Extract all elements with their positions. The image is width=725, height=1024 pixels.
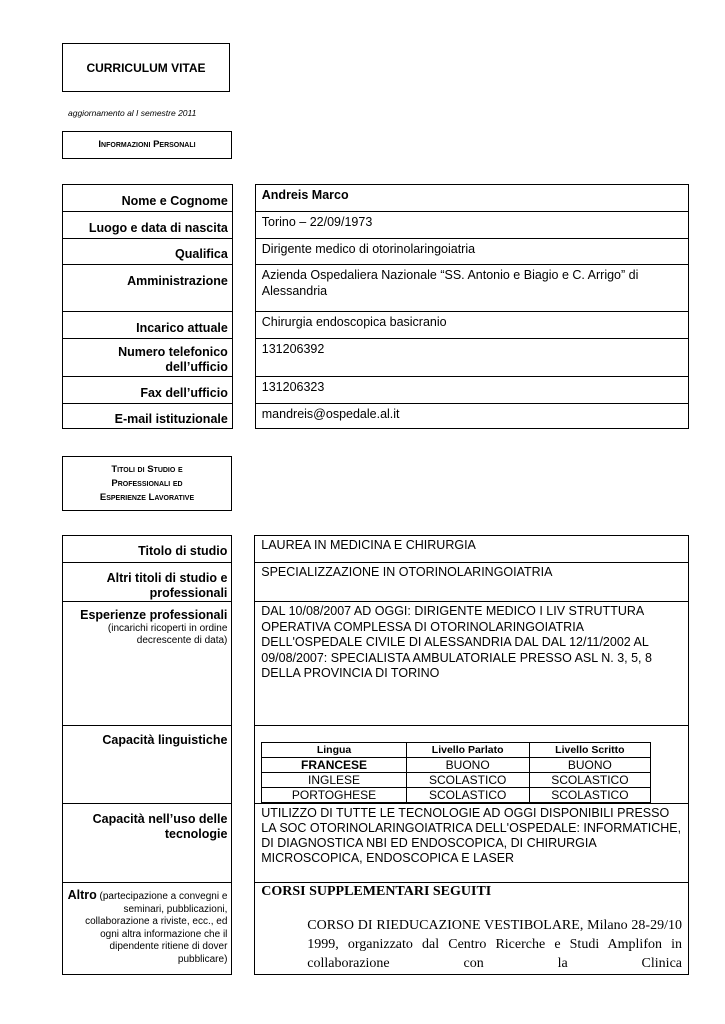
experience-value: DAL 10/08/2007 AD OGGI: DIRIGENTE MEDICO I LIV STRUTTURA OPERATIVA COMPLESSA DI OTORINOLARINGOIATRIA DELL'OSPEDALE CIVILE DI ALESSANDRIA DAL DAL 12/11/2002 AL 09/08/2007: SPECIALISTA AMBULATORIALE PRESSO ASL N. 3, 5, 8 DELLA PROVINCIA DI TORINO [255,602,689,726]
section-studies [62,456,232,511]
written-header: Livello Scritto [529,743,651,758]
qualification-value: Dirigente medico di otorinolaringoiatria [255,239,688,265]
spoken-header: Livello Parlato [406,743,529,758]
table-row [63,265,689,312]
section-studies-line-2: Professionali ed [111,477,183,489]
courses-text: CORSO DI RIEDUCAZIONE VESTIBOLARE, Milano 28-29/10 1999, organizzato dal Centro Ricerche e Studi Amplifon in collaborazione con la Clinica [307,918,682,971]
table-row [63,185,689,212]
lang-written: SCOLASTICO [529,773,651,788]
section-studies-line-3: Esperienze Lavorative [99,491,195,503]
table-row [262,773,651,788]
table-row [63,312,689,339]
degree-label: Titolo di studio [63,536,232,563]
section-personal-info [62,131,232,159]
languages-table [261,742,651,803]
current-role-label: Incarico attuale [63,312,233,339]
lang-written: SCOLASTICO [529,788,651,803]
lang-name: INGLESE [262,773,407,788]
courses-title: CORSI SUPPLEMENTARI SEGUITI [261,884,492,899]
courses-cell [255,883,689,975]
table-row [63,339,689,377]
table-row [63,239,689,265]
languages-label: Capacità linguistiche [63,726,232,804]
table-row [63,602,689,726]
studies-table [62,535,689,975]
technology-value: UTILIZZO DI TUTTE LE TECNOLOGIE AD OGGI DISPONIBILI PRESSO LA SOC OTORINOLARINGOIATRICA DELL'OSPEDALE: INFORMATICHE, DI DIAGNOSTICA NBI ED ENDOSCOPICA, DI CHIRURGIA MICROSCOPICA, ENDOSCOPICA E LASER [255,804,689,883]
phone-label: Numero telefonico dell’ufficio [63,339,233,377]
languages-cell [255,726,689,804]
cv-title: CURRICULUM VITAE [62,43,230,92]
table-row [63,563,689,602]
section-personal-info-label: Informazioni Personali [98,139,196,150]
other-info-label: Altro [67,888,97,902]
other-info-note: (partecipazione a convegni e seminari, pubblicazioni, collaborazione a riviste, ecc., ed ogni altra informazione che il dipendente ritiene di dover pubblicare) [85,891,228,965]
fax-label: Fax dell’ufficio [63,377,233,404]
table-row [63,404,689,429]
lang-spoken: SCOLASTICO [406,788,529,803]
table-row [63,536,689,563]
languages-header-row [262,743,651,758]
qualification-label: Qualifica [63,239,233,265]
email-label: E-mail istituzionale [63,404,233,429]
lang-spoken: SCOLASTICO [406,773,529,788]
lang-header: Lingua [262,743,407,758]
experience-note: (incarichi ricoperti in ordine decrescente di data) [107,623,228,646]
other-degrees-value: SPECIALIZZAZIONE IN OTORINOLARINGOIATRIA [255,563,689,602]
table-row [262,758,651,773]
table-row [63,726,689,804]
table-row [262,788,651,803]
table-row [63,804,689,883]
birth-value: Torino – 22/09/1973 [255,212,688,239]
update-note: aggiornamento al I semestre 2011 [68,108,197,118]
other-degrees-label: Altri titoli di studio e professionali [63,563,232,602]
table-row [63,377,689,404]
degree-value: LAUREA IN MEDICINA E CHIRURGIA [255,536,689,563]
fax-value: 131206323 [255,377,688,404]
email-value: mandreis@ospedale.al.it [255,404,688,429]
administration-label: Amministrazione [63,265,233,312]
phone-value: 131206392 [255,339,688,377]
administration-value: Azienda Ospedaliera Nazionale “SS. Antonio e Biagio e C. Arrigo” di Alessandria [255,265,688,312]
lang-written: BUONO [529,758,651,773]
name-label: Nome e Cognome [63,185,233,212]
section-studies-line-1: Titoli di Studio e [111,463,183,475]
experience-label: Esperienze professionali [80,608,228,622]
technology-label: Capacità nell’uso delle tecnologie [63,804,232,883]
experience-label-cell [63,602,232,726]
personal-info-table [62,184,689,429]
other-info-label-cell [63,883,232,975]
lang-spoken: BUONO [406,758,529,773]
lang-name: PORTOGHESE [262,788,407,803]
table-row [63,212,689,239]
name-value: Andreis Marco [255,185,688,212]
lang-name: FRANCESE [262,758,407,773]
birth-label: Luogo e data di nascita [63,212,233,239]
table-row [63,883,689,975]
current-role-value: Chirurgia endoscopica basicranio [255,312,688,339]
